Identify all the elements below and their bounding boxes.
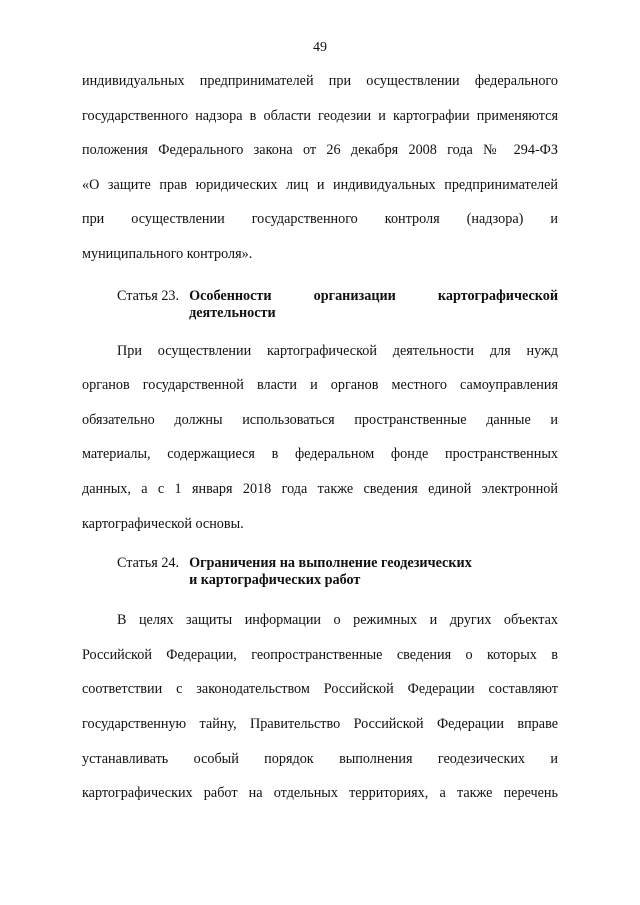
page-number: 49: [313, 40, 327, 55]
text-line: муниципального контроля».: [82, 245, 253, 262]
article-number: Статья 24.: [117, 555, 180, 572]
text-line: соответствии с законодательством Российской Федерации составляют: [82, 681, 558, 698]
text-line: устанавливать особый порядок выполнения геодезических и: [82, 750, 558, 767]
text-line: государственную тайну, Правительство Российской Федерации вправе: [82, 715, 558, 732]
article-number: Статья 23.: [117, 287, 180, 304]
text-line: органов государственной власти и органов местного самоуправления: [82, 377, 558, 394]
text-line: данных, а с 1 января 2018 года также сведения единой электронной: [82, 480, 558, 497]
text-line: при осуществлении государственного контроля (надзора) и: [82, 211, 558, 228]
text-line: картографических работ на отдельных территориях, а также перечень: [82, 785, 558, 802]
text-line: обязательно должны использоваться пространственные данные и: [82, 411, 558, 428]
text-line: «О защите прав юридических лиц и индивидуальных предпринимателей: [82, 176, 558, 193]
text-line: В целях защиты информации о режимных и других объектах: [117, 612, 558, 629]
text-line: картографической основы.: [82, 515, 244, 532]
document-body: [82, 72, 558, 819]
article-title-line: деятельности: [189, 304, 276, 321]
article-title: [189, 555, 472, 589]
text-line: материалы, содержащиеся в федеральном фонде пространственных: [82, 446, 558, 463]
article-24-heading: [82, 555, 558, 589]
text-line: При осуществлении картографической деятельности для нужд: [117, 342, 558, 359]
article-23-paragraph: [82, 342, 558, 550]
article-23-heading: [82, 288, 558, 322]
article-title-line: Ограничения на выполнение геодезических: [189, 555, 472, 572]
article-title-line: Особенности организации картографической: [189, 287, 558, 304]
paragraph-continuation: [82, 72, 558, 280]
text-line: положения Федерального закона от 26 декабря 2008 года № 294-ФЗ: [82, 142, 558, 159]
article-title-line: и картографических работ: [189, 572, 361, 589]
article-24-paragraph: [82, 611, 558, 819]
text-line: индивидуальных предпринимателей при осуществлении федерального: [82, 73, 558, 89]
text-line: государственного надзора в области геодезии и картографии применяются: [82, 107, 558, 124]
text-line: Российской Федерации, геопространственные сведения о которых в: [82, 646, 558, 663]
article-title: [189, 288, 558, 322]
